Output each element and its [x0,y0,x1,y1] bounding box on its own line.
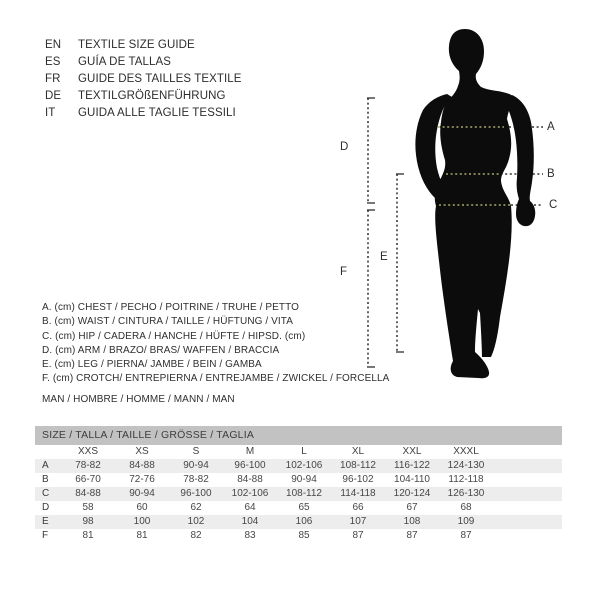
label-f-crotch: F [340,266,348,278]
column-header: S [192,446,200,457]
size-cell: 124-130 [447,460,485,471]
size-cell: 104 [241,516,259,527]
label-a-chest: A [547,121,555,133]
column-header: M [245,446,255,457]
size-cell: 90-94 [129,488,155,499]
size-cell: 81 [136,530,148,541]
size-column-header-row [35,445,562,459]
size-cell: 108-112 [286,488,322,499]
size-cell: 68 [460,502,472,513]
row-label: E [42,516,49,527]
column-header: XXXL [453,446,479,457]
size-cell: 90-94 [183,460,209,471]
row-label: F [42,530,49,541]
language-code: ES [45,56,61,68]
size-cell: 114-118 [340,488,376,499]
language-code: FR [45,73,61,85]
language-title: TEXTILE SIZE GUIDE [78,39,195,51]
column-header: XXL [402,446,422,457]
language-title: GUIDE DES TAILLES TEXTILE [78,73,242,85]
size-cell: 66 [352,502,364,513]
size-cell: 108 [403,516,421,527]
label-e-leg: E [380,251,388,263]
size-cell: 78-82 [75,460,101,471]
size-cell: 82 [190,530,202,541]
language-code: IT [45,107,56,119]
size-cell: 102-106 [285,460,323,471]
size-table-title: SIZE / TALLA / TAILLE / GRÖSSE / TAGLIA [35,426,562,445]
row-label: A [42,460,49,471]
measurement-legend-line: A. (cm) CHEST / PECHO / POITRINE / TRUHE / PETTO [42,302,300,313]
column-header: XL [351,446,365,457]
language-code: EN [45,39,62,51]
size-cell: 65 [298,502,310,513]
size-cell: 81 [82,530,94,541]
size-cell: 96-102 [342,474,374,485]
size-row [35,487,562,501]
column-header: XS [135,446,149,457]
column-header: L [301,446,307,457]
size-cell: 87 [460,530,472,541]
measurement-legend [42,301,389,387]
size-cell: 78-82 [183,474,209,485]
row-label: C [42,488,50,499]
size-cell: 62 [190,502,202,513]
size-cell: 60 [136,502,148,513]
size-table-rows [35,445,562,543]
size-cell: 96-100 [180,488,212,499]
language-title: GUÍA DE TALLAS [78,56,172,68]
size-cell: 90-94 [291,474,317,485]
size-cell: 87 [406,530,418,541]
measurement-legend-line: B. (cm) WAIST / CINTURA / TAILLE / HÜFTUNG / VITA [42,316,294,328]
size-cell: 58 [82,502,94,513]
column-header: XXS [77,446,98,457]
size-cell: 84-88 [237,474,263,485]
size-row [35,529,562,543]
label-b-waist: B [547,168,555,180]
size-cell: 84-88 [75,488,101,499]
row-label: D [42,502,50,513]
size-cell: 98 [82,516,94,527]
size-row [35,515,562,529]
corner-cell [35,445,61,459]
measurement-legend-line: F. (cm) CROTCH/ ENTREPIERNA / ENTREJAMBE / ZWICKEL / FORCELLA [42,373,390,385]
size-cell: 102-106 [231,488,269,499]
size-cell: 72-76 [129,474,155,485]
size-cell: 87 [352,530,364,541]
row-label: B [42,474,49,485]
size-cell: 83 [244,530,256,541]
size-cell: 64 [244,502,256,513]
language-title: GUIDA ALLE TAGLIE TESSILI [78,107,236,119]
label-c-hip: C [549,199,558,211]
size-table [35,426,562,543]
size-cell: 106 [295,516,313,527]
size-cell: 120-124 [393,488,431,499]
size-cell: 67 [406,502,418,513]
language-code: DE [45,90,62,102]
size-cell: 108-112 [340,460,376,471]
size-cell: 102 [187,516,205,527]
size-cell: 85 [298,530,310,541]
size-cell: 84-88 [129,460,155,471]
label-d-arm: D [340,141,349,153]
measurement-legend-line: C. (cm) HIP / CADERA / HANCHE / HÜFTE / HIPSD. (cm) [42,330,306,342]
language-title: TEXTILGRÖßENFÜHRUNG [78,90,226,102]
size-cell: 112-118 [448,474,484,485]
size-cell: 107 [349,516,367,527]
size-row [35,459,562,473]
size-cell: 66-70 [75,474,101,485]
size-cell: 96-100 [234,460,266,471]
size-cell: 116-122 [394,460,430,471]
size-row [35,501,562,515]
measurement-legend-line: D. (cm) ARM / BRAZO/ BRAS/ WAFFEN / BRACCIA [42,344,280,356]
size-cell: 109 [457,516,475,527]
size-cell: 104-110 [394,474,430,485]
measurement-legend-line: E. (cm) LEG / PIERNA/ JAMBE / BEIN / GAMBA [42,359,262,371]
size-cell: 100 [133,516,151,527]
size-row [35,473,562,487]
gender-line: MAN / HOMBRE / HOMME / MANN / MAN [42,394,235,405]
size-cell: 126-130 [447,488,485,499]
